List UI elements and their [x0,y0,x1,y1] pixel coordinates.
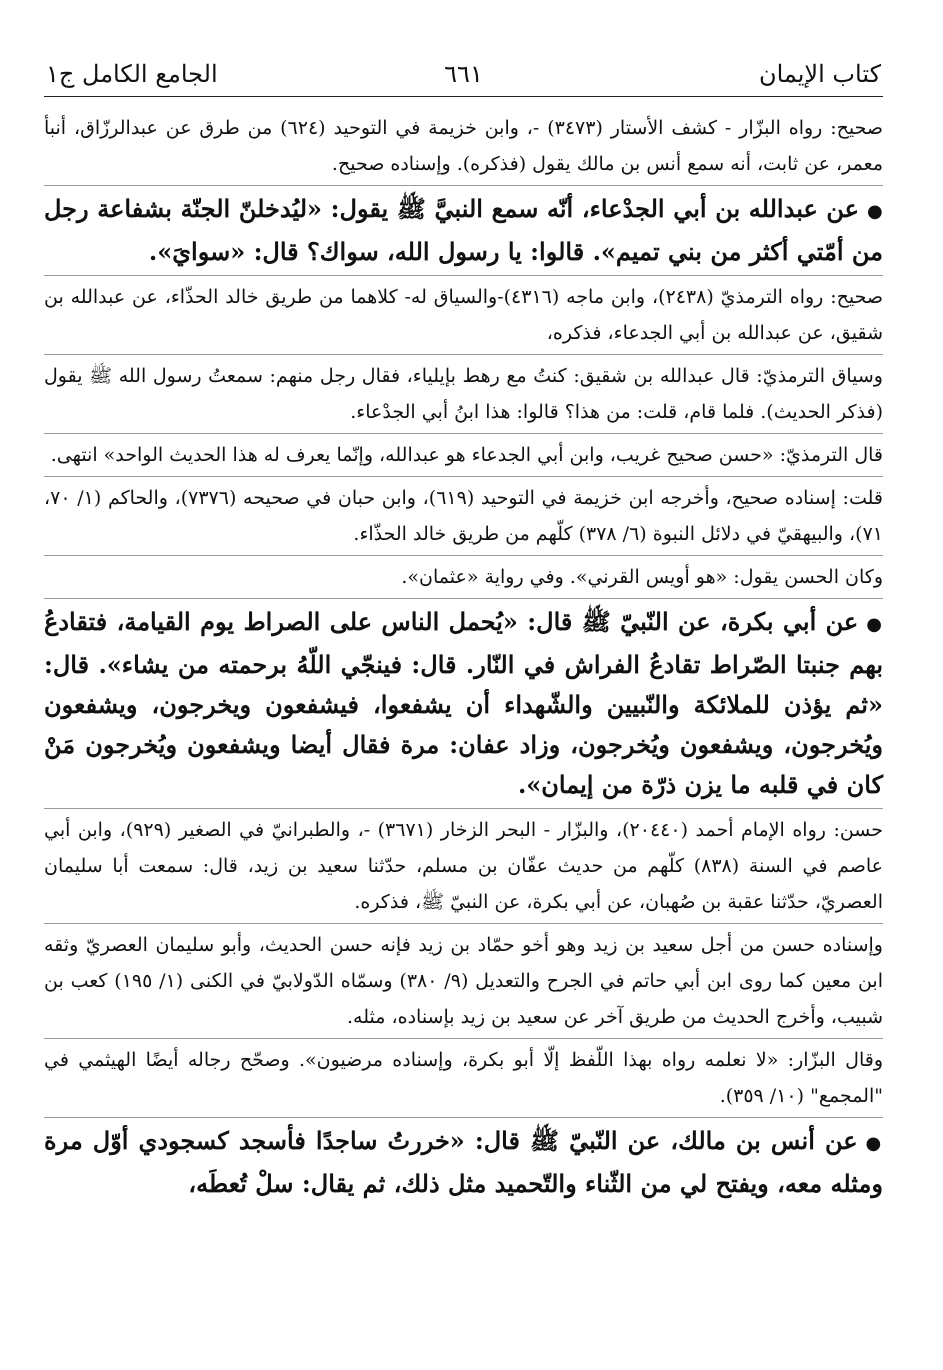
hadith-paragraph [44,185,883,272]
hadith-paragraph [44,1117,883,1204]
note-text: وقال البزّار: «لا نعلمه رواه بهذا اللّفظ إلّا أبو بكرة، وإسناده مرضيون». وصحّح رجاله أيضًا الهيثمي في "المجمع" (١٠/ ٣٥٩). [44,1049,883,1107]
hadith-text: عن عبدالله بن أبي الجدْعاء، أنّه سمع النبيَّ ﷺ يقول: «ليُدخلنّ الجنّة بشفاعة رجل من أمّتي أكثر من بني تميم». قالوا: يا رسول الله، سواك؟ قال: «سوايَ». [44,194,883,266]
page-body [44,110,883,1204]
note-text: وإسناده حسن من أجل سعيد بن زيد وهو أخو حمّاد بن زيد فإنه حسن الحديث، وأبو سليمان العصريّ وثقه ابن معين كما روى ابن أبي حاتم في الجرح والتعديل (٩/ ٣٨٠) وسمّاه الدّولابيّ في الكنى (١/ ١٩٥) كعب بن شبيب، وأخرج الحديث من طريق آخر عن سعيد بن زيد بإسناده، مثله. [44,934,883,1028]
takhrij-note [44,923,883,1035]
page-number: ٦٦١ [444,60,483,88]
takhrij-note [44,555,883,595]
note-text: صحيح: رواه الترمذيّ (٢٤٣٨)، وابن ماجه (٤٣١٦)-والسياق له- كلاهما من طريق خالد الحذّاء، عن عبدالله بن شقيق، عن عبدالله بن أبي الجدعاء، فذكره، [44,286,883,344]
takhrij-note [44,1038,883,1114]
bullet-icon: ● [865,1133,883,1154]
takhrij-note [44,275,883,351]
hadith-paragraph [44,598,883,805]
hadith-text: عن أبي بكرة، عن النّبيّ ﷺ قال: «يُحمل الناس على الصراط يوم القيامة، فتقادعُ بهم جنبتا الصّراط تقادعُ الفراش في النّار. قال: فينجّي اللّهُ برحمته من يشاء». قال: «ثم يؤذن للملائكة والنّبيين والشّهداء أن يشفعوا، فيشفعون ويخرجون، ويشفعون ويُخرجون، ويشفعون ويُخرجون، وزاد عفان: مرة فقال أيضا ويشفعون ويُخرجون مَنْ كان في قلبه ما يزن ذرّة من إيمان». [44,607,883,799]
takhrij-note [44,354,883,430]
page-header [44,58,883,97]
hadith-text: عن أنس بن مالك، عن النّبيّ ﷺ قال: «خررتُ ساجدًا فأسجد كسجودي أوّل مرة ومثله معه، ويفتح لي من الثّناء والتّحميد مثل ذلك، ثم يقال: سلْ تُعطَه، [44,1126,883,1198]
note-text: قلت: إسناده صحيح، وأخرجه ابن خزيمة في التوحيد (٦١٩)، وابن حبان في صحيحه (٧٣٧٦)، والحاكم (١/ ٧٠، ٧١)، والبيهقيّ في دلائل النبوة (٦/ ٣٧٨) كلّهم من طريق خالد الحذّاء. [44,487,883,545]
book-title: الجامع الكامل ج١ [46,60,218,88]
note-text: صحيح: رواه البزّار - كشف الأستار (٣٤٧٣) -، وابن خزيمة في التوحيد (٦٢٤) من طرق عن عبدالرزّاق، أنبأ معمر، عن ثابت، أنه سمع أنس بن مالك يقول (فذكره). وإسناده صحيح. [44,117,883,175]
chapter-title: كتاب الإيمان [758,60,881,88]
takhrij-note [44,433,883,473]
takhrij-note [44,476,883,552]
note-text: وكان الحسن يقول: «هو أويس القرني». وفي رواية «عثمان». [401,566,883,588]
takhrij-note [44,110,883,182]
takhrij-note [44,808,883,920]
note-text: وسياق الترمذيّ: قال عبدالله بن شقيق: كنتُ مع رهط بإيلياء، فقال رجل منهم: سمعتُ رسول الله ﷺ يقول (فذكر الحديث). فلما قام، قلت: من هذا؟ قالوا: هذا ابنُ أبي الجدْعاء. [44,365,883,423]
note-text: حسن: رواه الإمام أحمد (٢٠٤٤٠)، والبزّار - البحر الزخار (٣٦٧١) -، والطبرانيّ في الصغير (٩٢٩)، وابن أبي عاصم في السنة (٨٣٨) كلّهم من حديث عفّان بن مسلم، حدّثنا سعيد بن زيد، قال: سمعت أبا سليمان العصريّ، حدّثنا عقبة بن صُهبان، عن أبي بكرة، عن النبيّ ﷺ، فذكره. [44,819,884,913]
bullet-icon: ● [867,201,883,222]
note-text: قال الترمذيّ: «حسن صحيح غريب، وابن أبي الجدعاء هو عبدالله، وإنّما يعرف له هذا الحديث الواحد» انتهى. [50,444,883,466]
bullet-icon: ● [866,614,883,635]
